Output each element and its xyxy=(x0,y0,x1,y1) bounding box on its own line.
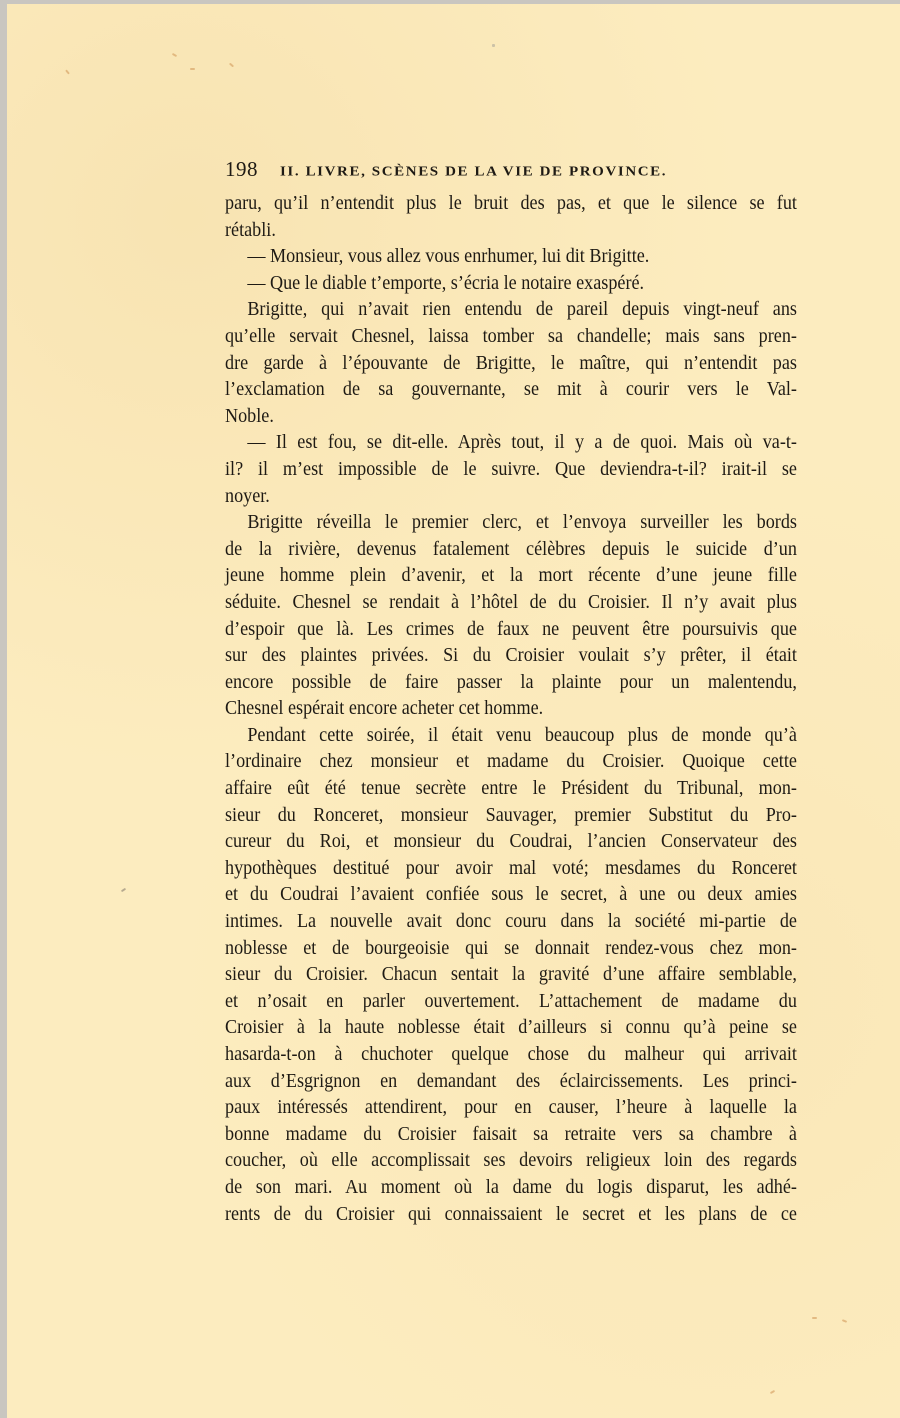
text-line: Croisier à la haute noblesse était d’ailleurs si connu qu’à peine se xyxy=(225,1017,797,1039)
text-line: bonne madame du Croisier faisait sa retraite vers sa chambre à xyxy=(225,1123,797,1145)
text-line: — Que le diable t’emporte, s’écria le notaire exaspéré. xyxy=(247,272,645,294)
text-line: l’exclamation de sa gouvernante, se mit à courir vers le Val- xyxy=(225,379,797,401)
text-line: Chesnel espérait encore acheter cet homme. xyxy=(225,698,544,720)
text-line: Brigitte réveilla le premier clerc, et l’envoya surveiller les bords xyxy=(247,512,797,534)
text-line: de la rivière, devenus fatalement célèbres depuis le suicide d’un xyxy=(225,538,797,560)
text-line: sieur du Croisier. Chacun sentait la gravité d’une affaire semblable, xyxy=(225,964,797,986)
paper-fleck xyxy=(229,63,234,68)
text-line: et du Coudrai l’avaient confiée sous le secret, à une ou deux amies xyxy=(225,884,797,906)
text-line: intimes. La nouvelle avait donc couru dans la société mi-partie de xyxy=(225,911,797,933)
text-line: sur des plaintes privées. Si du Croisier voulait s’y prêter, il était xyxy=(225,645,797,667)
text-line: cureur du Roi, et monsieur du Coudrai, l’ancien Conservateur des xyxy=(225,831,797,853)
text-line: l’ordinaire chez monsieur et madame du Croisier. Quoique cette xyxy=(225,751,797,773)
text-line: qu’elle servait Chesnel, laissa tomber sa chandelle; mais sans pren- xyxy=(225,325,797,347)
paper-fleck xyxy=(190,68,195,70)
text-line: Noble. xyxy=(225,405,274,427)
text-line: d’espoir que là. Les crimes de faux ne peuvent être poursuivis que xyxy=(225,618,797,640)
text-line: séduite. Chesnel se rendait à l’hôtel de du Croisier. Il n’y avait plus xyxy=(225,591,797,613)
text-line: jeune homme plein d’avenir, et la mort récente d’une jeune fille xyxy=(225,565,797,587)
text-line: dre garde à l’épouvante de Brigitte, le maître, qui n’entendit pas xyxy=(225,352,797,374)
text-line: rétabli. xyxy=(225,219,276,241)
text-line: il? il m’est impossible de le suivre. Que deviendra-t-il? irait-il se xyxy=(225,458,797,480)
text-line: affaire eût été tenue secrète entre le Président du Tribunal, mon- xyxy=(225,778,797,800)
text-line: sieur du Ronceret, monsieur Sauvager, premier Substitut du Pro- xyxy=(225,804,797,826)
paper-fleck xyxy=(812,1317,817,1319)
text-line: — Il est fou, se dit-elle. Après tout, il y a de quoi. Mais où va-t- xyxy=(247,432,797,454)
text-lines xyxy=(225,191,797,1228)
paper-fleck xyxy=(842,1319,847,1323)
text-line: encore possible de faire passer la plainte pour un malentendu, xyxy=(225,671,797,693)
paper-fleck xyxy=(121,888,126,893)
paper-fleck xyxy=(65,69,70,74)
running-head-title: II. LIVRE, SCÈNES DE LA VIE DE PROVINCE. xyxy=(280,164,668,180)
text-line: paux intéressés attendirent, pour en causer, l’heure à laquelle la xyxy=(225,1097,797,1119)
paper-fleck xyxy=(172,53,177,57)
text-line: Brigitte, qui n’avait rien entendu de pareil depuis vingt-neuf ans xyxy=(247,299,797,321)
text-line: hypothèques destitué pour avoir mal voté; mesdames du Ronceret xyxy=(225,857,797,879)
page-number: 198 xyxy=(225,157,258,181)
text-line: de son mari. Au moment où la dame du logis disparut, les adhé- xyxy=(225,1176,797,1198)
page-body xyxy=(225,157,797,1228)
text-line: aux d’Esgrignon en demandant des éclaircissements. Les princi- xyxy=(225,1070,797,1092)
text-line: noblesse et de bourgeoisie qui se donnait rendez-vous chez mon- xyxy=(225,937,797,959)
text-line: noyer. xyxy=(225,485,270,507)
text-line: Pendant cette soirée, il était venu beaucoup plus de monde qu’à xyxy=(247,724,797,746)
paper-fleck xyxy=(770,1390,775,1394)
text-line: et n’osait en parler ouvertement. L’attachement de madame du xyxy=(225,990,797,1012)
text-line: — Monsieur, vous allez vous enrhumer, lui dit Brigitte. xyxy=(247,246,650,268)
text-line: hasarda-t-on à chuchoter quelque chose du malheur qui arrivait xyxy=(225,1044,797,1065)
paper-fleck xyxy=(492,44,495,47)
scanned-page xyxy=(7,4,900,1418)
text-line: rents de du Croisier qui connaissaient le secret et les plans de ce xyxy=(225,1203,797,1225)
text-line: paru, qu’il n’entendit plus le bruit des pas, et que le silence se fut xyxy=(225,193,797,214)
text-line: coucher, où elle accomplissait ses devoirs religieux loin des regards xyxy=(225,1150,797,1172)
running-head xyxy=(225,157,797,189)
